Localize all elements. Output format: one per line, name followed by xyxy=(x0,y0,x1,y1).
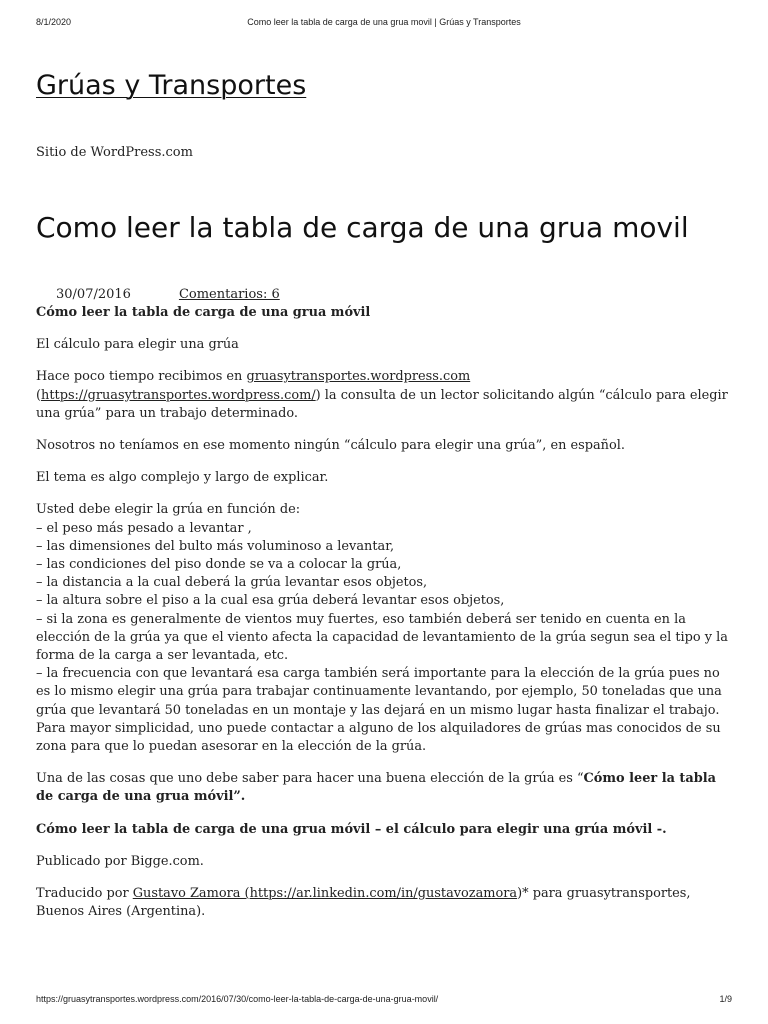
list-item: – la altura sobre el piso a la cual esa grúa deberá levantar esos objetos, xyxy=(36,593,505,609)
paragraph xyxy=(36,885,732,921)
post-date: 30/07/2016 xyxy=(56,287,131,302)
paragraph: El tema es algo complejo y largo de explicar. xyxy=(36,470,329,486)
list-intro: Usted debe elegir la grúa en función de: xyxy=(36,502,301,518)
site-title-link[interactable]: Grúas y Transportes xyxy=(36,70,307,101)
print-doc-title: Como leer la tabla de carga de una grua movil | Grúas y Transportes xyxy=(247,17,521,27)
linkedin-link[interactable]: https://ar.linkedin.com/in/gustavozamora xyxy=(249,886,518,902)
list-item: – el peso más pesado a levantar , xyxy=(36,520,252,536)
list-item: – la frecuencia con que levantará esa carga también será importante para la elección de la grúa pues no es lo mismo elegir una grúa para trabajar continuamente levantando, por ejemplo, 50 toneladas que una grúa que levantará 50 toneladas en un montaje y las dejará en un mismo lugar hasta finalizar el trabajo. xyxy=(36,666,722,718)
bold-text: Cómo leer la tabla de carga de una grua móvil”. xyxy=(36,771,717,805)
text: Hace poco tiempo recibimos en xyxy=(36,369,247,385)
print-page-number: 1/9 xyxy=(719,994,732,1004)
print-url: https://gruasytransportes.wordpress.com/2016/07/30/como-leer-la-tabla-de-carga-de-una-grua-movil/ xyxy=(36,994,439,1004)
paragraph: Publicado por Bigge.com. xyxy=(36,853,204,869)
text: )* para gruasytransportes, Buenos Aires (Argentina). xyxy=(36,886,691,920)
paragraph xyxy=(36,770,732,806)
list-item: – la distancia a la cual deberá la grúa levantar esos objetos, xyxy=(36,575,428,591)
bold-text: Cómo leer la tabla de carga de una grua móvil – el cálculo para elegir una grúa móvil -. xyxy=(36,821,667,837)
text: Una de las cosas que uno debe saber para hacer una buena elección de la grúa es “ xyxy=(36,771,584,787)
bold-heading: Cómo leer la tabla de carga de una grua móvil xyxy=(36,305,371,320)
site-description: Sitio de WordPress.com xyxy=(36,145,193,160)
list-item: – las dimensiones del bulto más voluminoso a levantar, xyxy=(36,538,395,554)
paragraph: El cálculo para elegir una grúa xyxy=(36,337,239,353)
text: ) la consulta de un lector solicitando algún “cálculo para elegir una grúa” para un trabajo determinado. xyxy=(36,387,728,421)
comments-link[interactable]: Comentarios: 6 xyxy=(178,287,280,302)
post-meta xyxy=(56,287,280,302)
blog-url-link[interactable]: https://gruasytransportes.wordpress.com/ xyxy=(41,387,316,403)
translator-link[interactable]: Gustavo Zamora ( xyxy=(132,886,250,902)
list-item: – las condiciones del piso donde se va a colocar la grúa, xyxy=(36,557,402,573)
paragraph xyxy=(36,821,732,839)
paragraph xyxy=(36,304,732,322)
text: ( xyxy=(36,387,42,403)
post-content xyxy=(36,304,732,935)
list-item: – si la zona es generalmente de vientos muy fuertes, eso también deberá ser tenido en cuenta en la elección de la grúa ya que el viento afecta la capacidad de levantamiento de la grúa segun sea el tipo y la forma de la carga a ser levantada, etc. xyxy=(36,611,728,664)
criteria-list xyxy=(36,501,732,756)
list-tail: Para mayor simplicidad, uno puede contactar a alguno de los alquiladores de grúas mas conocidos de su zona para que lo puedan asesorar en la elección de la grúa. xyxy=(36,720,721,755)
paragraph xyxy=(36,368,732,423)
post-title: Como leer la tabla de carga de una grua movil xyxy=(36,211,689,244)
print-date: 8/1/2020 xyxy=(36,17,72,27)
text: Traducido por xyxy=(36,886,133,902)
blog-link[interactable]: gruasytransportes.wordpress.com xyxy=(246,369,471,385)
paragraph: Nosotros no teníamos en ese momento ningún “cálculo para elegir una grúa”, en español. xyxy=(36,438,625,454)
